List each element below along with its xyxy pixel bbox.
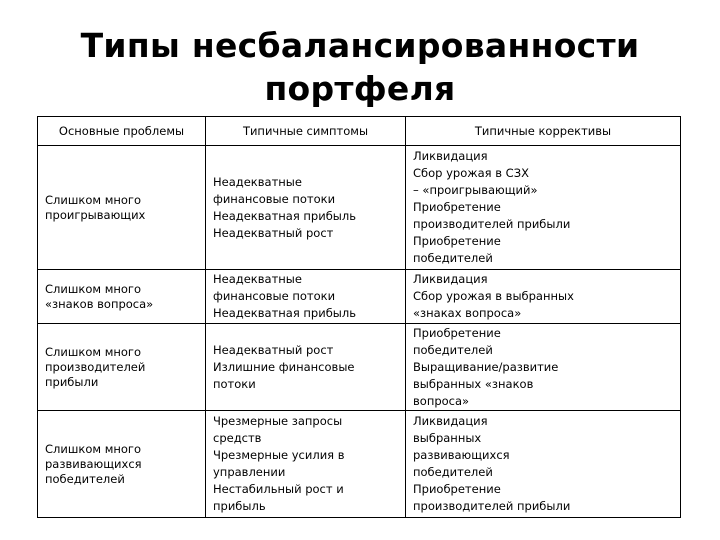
cell-line: Чрезмерные усилия в	[213, 448, 345, 462]
cell-line: управлении	[213, 465, 286, 479]
cell-line: Неадекватный рост	[213, 342, 334, 357]
cell-line: Неадекватный рост	[213, 225, 334, 240]
cell-line: Нестабильный рост и	[213, 482, 344, 496]
header-main-problems: Основные проблемы	[38, 117, 206, 146]
header-typical-symptoms: Типичные симптомы	[206, 117, 406, 146]
title-line-1: Типы несбалансированности	[80, 26, 640, 65]
cell-line: вопроса»	[413, 393, 470, 408]
table-row	[38, 411, 681, 518]
cell-line: выбранных	[413, 431, 482, 445]
problem-cell	[38, 270, 206, 324]
cell-line: потоки	[213, 376, 256, 391]
cell-line: финансовые потоки	[213, 191, 336, 206]
cell-line: – «проигрывающий»	[413, 183, 538, 197]
cell-line: Ликвидация	[413, 414, 488, 428]
problem-cell	[38, 411, 206, 518]
portfolio-imbalance-table	[37, 116, 681, 518]
cell-line: прибыли	[45, 374, 99, 389]
cell-line: Приобретение	[413, 325, 501, 340]
table-row	[38, 324, 681, 411]
symptoms-cell	[206, 411, 406, 518]
cell-line: «знаков вопроса»	[45, 296, 154, 311]
cell-line: Слишком много	[45, 281, 141, 296]
cell-line: Приобретение	[413, 200, 501, 214]
cell-line: проигрывающих	[45, 207, 146, 222]
cell-line: выбранных «знаков	[413, 376, 534, 391]
symptoms-cell	[206, 146, 406, 270]
cell-line: Слишком много	[45, 344, 141, 359]
cell-line: «знаках вопроса»	[413, 306, 522, 320]
cell-line: Слишком много	[45, 192, 141, 207]
table-header-row	[38, 117, 681, 146]
cell-line: прибыль	[213, 499, 266, 513]
cell-line: производителей прибыли	[413, 217, 571, 231]
corrections-cell	[406, 146, 681, 270]
cell-line: Сбор урожая в выбранных	[413, 289, 574, 303]
cell-line: Выращивание/развитие	[413, 359, 559, 374]
cell-line: Излишние финансовые	[213, 359, 355, 374]
cell-line: производителей	[45, 359, 146, 374]
cell-line: победителей	[45, 471, 125, 486]
cell-line: Ликвидация	[413, 149, 488, 163]
problem-cell	[38, 324, 206, 411]
symptoms-cell	[206, 324, 406, 411]
problem-cell	[38, 146, 206, 270]
title-line-2: портфеля	[264, 69, 456, 108]
cell-line: Сбор урожая в СЗХ	[413, 166, 529, 180]
symptoms-cell	[206, 270, 406, 324]
cell-line: развивающихся	[413, 448, 510, 462]
corrections-cell	[406, 411, 681, 518]
corrections-cell	[406, 270, 681, 324]
corrections-cell	[406, 324, 681, 411]
cell-line: средств	[213, 431, 262, 445]
page-title	[0, 24, 720, 110]
cell-line: Слишком много	[45, 441, 141, 456]
cell-line: победителей	[413, 342, 493, 357]
cell-line: победителей	[413, 251, 493, 265]
cell-line: Приобретение	[413, 234, 501, 248]
cell-line: производителей прибыли	[413, 499, 571, 513]
cell-line: развивающихся	[45, 456, 142, 471]
cell-line: Приобретение	[413, 482, 501, 496]
cell-line: Ликвидация	[413, 272, 488, 286]
cell-line: финансовые потоки	[213, 289, 336, 303]
cell-line: победителей	[413, 465, 493, 479]
header-typical-corrections: Типичные коррективы	[406, 117, 681, 146]
cell-line: Неадекватные	[213, 272, 302, 286]
table-row	[38, 270, 681, 324]
cell-line: Неадекватная прибыль	[213, 306, 356, 320]
cell-line: Неадекватная прибыль	[213, 208, 356, 223]
cell-line: Чрезмерные запросы	[213, 414, 343, 428]
table-row	[38, 146, 681, 270]
cell-line: Неадекватные	[213, 174, 302, 189]
